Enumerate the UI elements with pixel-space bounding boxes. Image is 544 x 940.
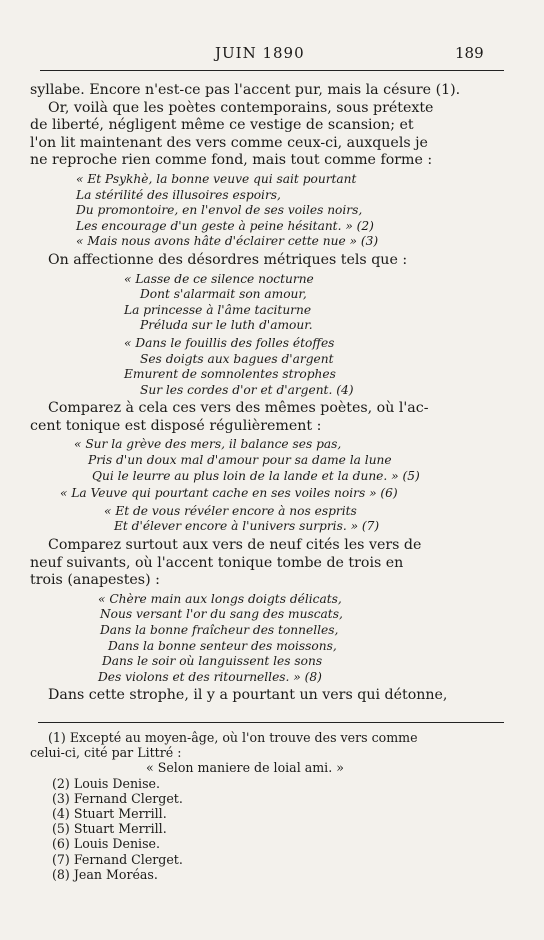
- verse-line: « Dans le fouillis des folles étoffes: [124, 335, 335, 350]
- running-header: [0, 44, 544, 64]
- verse-line: Dont s'alarmait son amour,: [140, 287, 307, 302]
- verse-line: « Chère main aux longs doigts délicats,: [98, 591, 342, 606]
- verse-line: Nous versant l'or du sang des muscats,: [100, 607, 343, 622]
- verse-quote: [30, 437, 500, 484]
- verse-quote: [30, 504, 500, 535]
- verse-line: Sur les cordes d'or et d'argent. (4): [140, 382, 354, 397]
- paragraph-line: Or, voilà que les poètes contemporains, sous prétexte: [48, 99, 434, 116]
- main-text: [30, 82, 500, 705]
- verse-line: Dans la bonne senteur des moissons,: [108, 638, 337, 653]
- verse-line: Et d'élever encore à l'univers surpris. » (7): [114, 519, 380, 534]
- verse-line: « Lasse de ce silence nocturne: [124, 271, 314, 286]
- paragraph-line: On affectionne des désordres métriques tels que :: [48, 251, 408, 268]
- verse-line: La stérilité des illusoires espoirs,: [76, 187, 281, 202]
- verse-line: Préluda sur le luth d'amour.: [140, 318, 313, 333]
- paragraph-line: de liberté, négligent même ce vestige de scansion; et: [30, 117, 414, 134]
- verse-line: Emurent de somnolentes strophes: [124, 367, 336, 382]
- paragraph-line: trois (anapestes) :: [30, 572, 160, 589]
- verse-quote: [30, 172, 500, 250]
- footnote-item: (3) Fernand Clerget.: [52, 790, 183, 806]
- footnote-item: (6) Louis Denise.: [52, 836, 161, 852]
- paragraph-line: l'on lit maintenant des vers comme ceux-ci, auxquels je: [30, 134, 428, 151]
- verse-line: « La Veuve qui pourtant cache en ses voiles noirs » (6): [60, 486, 398, 501]
- paragraph-line: neuf suivants, où l'accent tonique tombe de trois en: [30, 554, 404, 571]
- footnote-citation: « Selon maniere de loial ami. »: [146, 760, 344, 776]
- verse-quote: [30, 272, 500, 334]
- footnotes: [30, 730, 500, 882]
- page-number: 189: [455, 44, 484, 62]
- verse-line: Qui le leurre au plus loin de la lande et la dune. » (5): [92, 468, 420, 483]
- paragraph-line: Dans cette strophe, il y a pourtant un vers qui détonne,: [48, 687, 448, 704]
- paragraph-line: cent tonique est disposé régulièrement :: [30, 417, 322, 434]
- verse-line: « Et Psykhè, la bonne veuve qui sait pourtant: [76, 171, 357, 186]
- verse-line: Des violons et des ritournelles. » (8): [98, 669, 322, 684]
- verse-line: « Et de vous révéler encore à nos esprits: [104, 503, 357, 518]
- verse-quote: [30, 486, 500, 502]
- footnote-line: celui-ci, cité par Littré :: [30, 745, 182, 761]
- verse-line: Ses doigts aux bagues d'argent: [140, 351, 334, 366]
- verse-line: « Mais nous avons hâte d'éclairer cette nue » (3): [76, 234, 379, 249]
- verse-line: Les encourage d'un geste à peine hésitant. » (2): [76, 218, 374, 233]
- verse-line: Dans la bonne fraîcheur des tonnelles,: [100, 623, 339, 637]
- paragraph-line: Comparez surtout aux vers de neuf cités les vers de: [48, 537, 422, 554]
- footnote-rule: [38, 722, 504, 723]
- running-title: JUIN 1890: [215, 44, 305, 62]
- verse-line: Du promontoire, en l'envol de ses voiles noirs,: [76, 203, 363, 218]
- footnote-item: (5) Stuart Merrill.: [52, 821, 167, 837]
- footnote-item: (8) Jean Moréas.: [52, 866, 158, 882]
- footnote-line: (1) Excepté au moyen-âge, où l'on trouve des vers comme: [48, 730, 418, 745]
- footnote-item: (2) Louis Denise.: [52, 775, 161, 791]
- paragraph-line: syllabe. Encore n'est-ce pas l'accent pur, mais la césure (1).: [30, 82, 461, 98]
- paragraph-line: ne reproche rien comme fond, mais tout comme forme :: [30, 152, 433, 169]
- verse-line: « Sur la grève des mers, il balance ses pas,: [74, 437, 342, 452]
- paragraph-line: Comparez à cela ces vers des mêmes poètes, où l'ac-: [48, 400, 429, 417]
- footnote-item: (7) Fernand Clerget.: [52, 851, 183, 867]
- verse-quote: [30, 592, 500, 686]
- verse-quote: [30, 336, 500, 398]
- verse-line: Dans le soir où languissent les sons: [102, 654, 323, 669]
- footnote-item: (4) Stuart Merrill.: [52, 806, 167, 822]
- verse-line: La princesse à l'âme taciturne: [124, 302, 312, 317]
- header-rule: [40, 70, 504, 71]
- verse-line: Pris d'un doux mal d'amour pour sa dame la lune: [88, 453, 392, 468]
